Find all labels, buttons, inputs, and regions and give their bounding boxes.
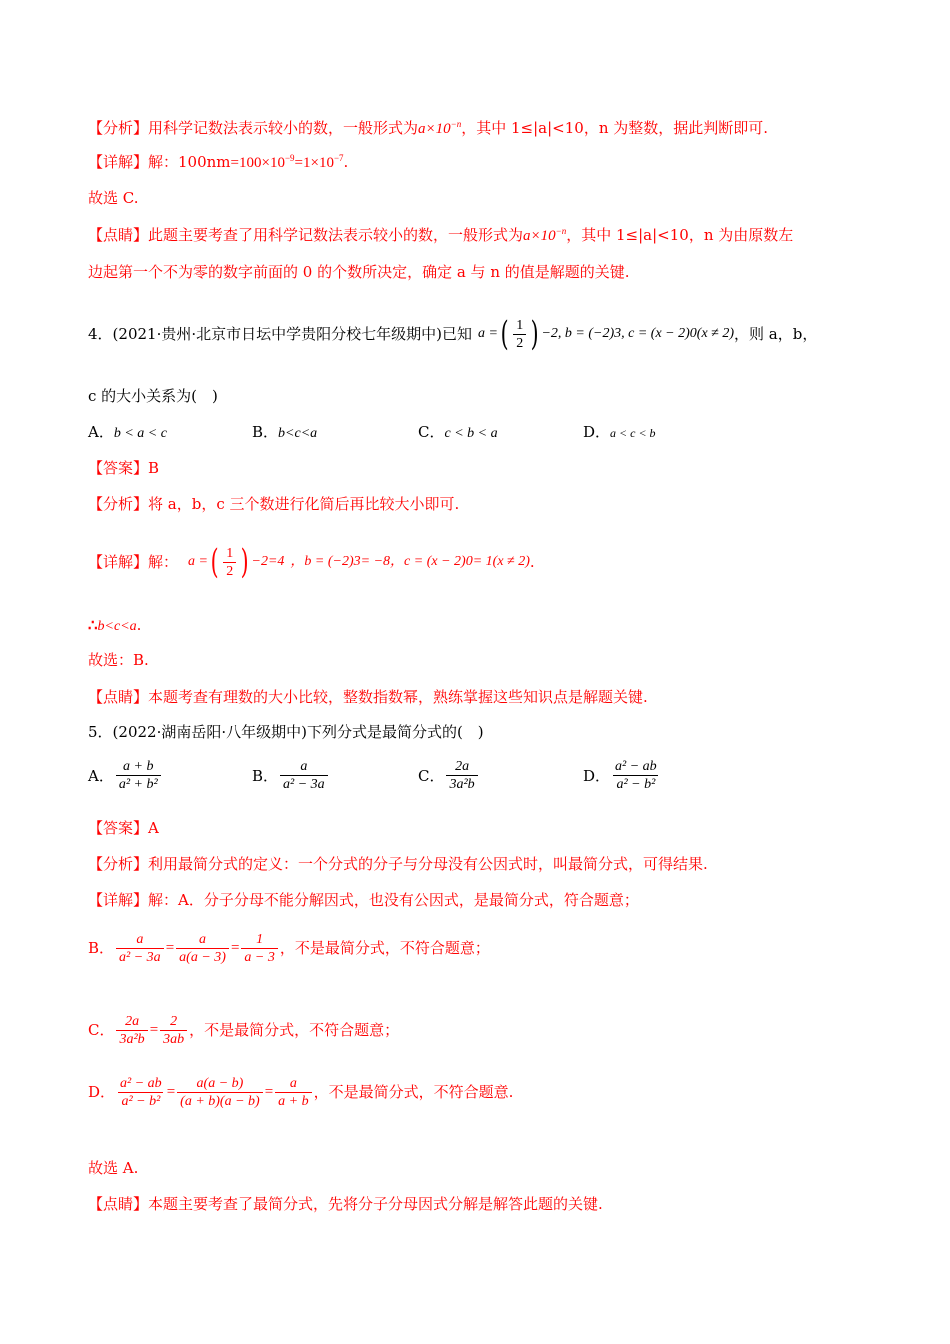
q4-option-a: A．b < a < c	[88, 423, 167, 441]
q5-option-d: D． $\frac{\text{a² − ab}}{\text{a² − b²}}$	[583, 759, 657, 792]
q3-point-cont: 边起第一个不为零的数字前面的 0 的个数所决定，确定 a 与 n 的值是解题的关键.	[88, 263, 630, 281]
q4-stem: 4．(2021·贵州·北京市日坛中学贵阳分校七年级期中)已知 a = ( $\frac{1}{2}$ ) −2 , b = (−2) 3 , c = (x − 2) 0 (x ≠ 2) ，则 a，b，	[88, 314, 818, 354]
q5-analysis: 【分析】利用最简分式的定义：一个分式的分子与分母没有公因式时，叫最简分式，可得结果.	[88, 855, 708, 873]
q3-analysis: 【分析】用科学记数法表示较小的数，一般形式为$a\times 10^{-n}$，其中 1≤|a|<10，n 为整数，据此判断即可.	[88, 119, 769, 137]
q4-stem-line2: c 的大小关系为( )	[88, 387, 218, 405]
analysis-label: 【分析】	[88, 855, 149, 873]
half-fraction: $\frac{1}{2}$	[223, 545, 236, 580]
point-label: 【点睛】	[88, 226, 149, 244]
q3-detail: 【详解】解：$100nm=100\times 10^{-9}=1\times 10^{-7}$.	[88, 153, 349, 171]
q5-answer: 【答案】A	[88, 819, 159, 837]
q5-option-c: C． $\frac{2a}{\text{3a²b}}$	[418, 758, 480, 793]
detail-label: 【详解】	[88, 553, 149, 571]
q4-option-c: C．c < b < a	[418, 423, 498, 441]
q4-answer: 【答案】B	[88, 459, 160, 477]
q4-point: 【点睛】本题考查有理数的大小比较，整数指数幂，熟练掌握这些知识点是解题关键.	[88, 688, 648, 706]
q3-choice: 故选 C.	[88, 189, 139, 207]
detail-label: 【详解】	[88, 891, 149, 909]
q4-option-b: B．b<c<a	[252, 423, 318, 441]
q4-therefore: ∴b<c<a.	[88, 616, 142, 634]
q4-detail: 【详解】 解： a = ( $\frac{1}{2}$ ) −2 =4 ，b = (−2) 3 = −8 ，c = (x − 2) 0 = 1(x ≠ 2) .	[88, 542, 535, 582]
q4-choice: 故选：B.	[88, 651, 149, 669]
analysis-label: 【分析】	[88, 495, 149, 513]
half-fraction: $\frac{1}{2}$	[513, 317, 526, 352]
detail-label: 【详解】	[88, 153, 149, 171]
q3-point: 【点睛】此题主要考查了用科学记数法表示较小的数，一般形式为$a\times 10^{-n}$，其中 1≤|a|<10，n 为由原数左	[88, 226, 794, 244]
point-label: 【点睛】	[88, 1195, 149, 1213]
analysis-label: 【分析】	[88, 119, 149, 137]
q5-option-b: B． $\frac{a}{\text{a² − 3a}}$	[252, 758, 330, 793]
answer-label: 【答案】	[88, 819, 149, 837]
q5-option-a: A． $\frac{a + b}{\text{a² + b²}}$	[88, 758, 163, 793]
q5-detail: 【详解】解：A．分子分母不能分解因式，也没有公因式，是最简分式，符合题意；	[88, 891, 639, 909]
point-label: 【点睛】	[88, 688, 149, 706]
q5-choice: 故选 A.	[88, 1159, 139, 1177]
answer-label: 【答案】	[88, 459, 149, 477]
q5-stem: 5．(2022·湖南岳阳·八年级期中)下列分式是最简分式的( )	[88, 723, 484, 741]
q5-detail-b: B． $\frac{a}{\text{a² − 3a}}$ = $\frac{a}{a(a - 3)}$ = $\frac{1}{a - 3}$ ，不是最简分式，不符合题意；	[88, 931, 490, 965]
q5-point: 【点睛】本题主要考查了最简分式，先将分子分母因式分解是解答此题的关键.	[88, 1195, 603, 1213]
q5-detail-c: C． $\frac{2a}{\text{3a²b}}$ = $\frac{2}{3ab}$ ，不是最简分式，不符合题意；	[88, 1013, 400, 1047]
q4-option-d: D．a < c < b	[583, 423, 656, 441]
q4-analysis: 【分析】将 a，b，c 三个数进行化简后再比较大小即可.	[88, 495, 460, 513]
q5-detail-d: D． $\frac{\text{a² − ab}}{\text{a² − b²}}$ = $\frac{a(a - b)}{(a + b)(a - b)}$ = $\frac{a}{a + b}$ ，不是最简分式，不符合题意.	[88, 1075, 514, 1109]
